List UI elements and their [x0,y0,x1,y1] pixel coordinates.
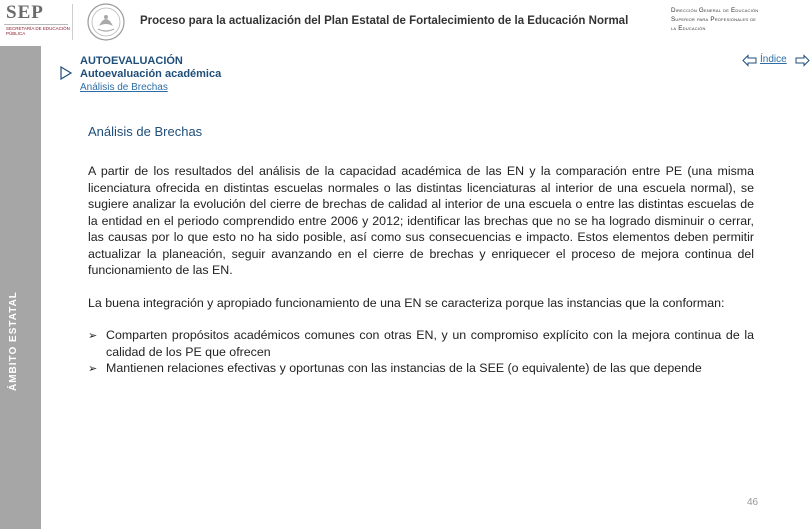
national-seal-icon [86,2,126,42]
list-item-text: Mantienen relaciones efectivas y oportunas con las instancias de la SEE (o equivalente) de las que depende [106,361,702,375]
page-title: Proceso para la actualización del Plan Estatal de Fortalecimiento de la Educación Normal [140,15,629,27]
sidebar-label: ÁMBITO ESTATAL [8,291,19,391]
content-title: Análisis de Brechas [88,124,203,139]
list-item [88,327,754,360]
page-number: 46 [747,497,759,508]
breadcrumb [80,55,221,94]
breadcrumb-link-analisis-brechas[interactable]: Análisis de Brechas [80,82,168,93]
paragraph-1: A partir de los resultados del análisis de la capacidad académica de las EN y la comparación entre PE (una misma licenciatura ofrecida en distintas escuelas normales o las distintas licenciaturas al interior de una escuela normal), se sugiere analizar la evolución del cierre de brechas de calidad al interior de una escuela o entre las distintas escuelas de la entidad en el periodo comprendido entre 2006 y 2012; identificar las brechas que no se ha logrado disminuir o cerrar, las causas por lo que esto no ha sido posible, así como sus consecuencias e impacto. Estos elementos deben permitir actualizar la planeación, seguir avanzando en el cierre de brechas y enriquecer el proceso de mejora continua del funcionamiento de las EN. [88,164,754,277]
arrow-bullet-icon: ➢ [88,363,98,375]
header-divider [72,4,73,40]
bullet-list [88,327,754,377]
dgesu-line-2: Superior para Profesionales de [671,16,757,23]
arrow-bullet-icon: ➢ [88,330,98,342]
next-arrow-icon[interactable] [795,54,810,67]
sep-logo-subtitle: SECRETARÍA DE EDUCACIÓN PÚBLICA [6,26,70,36]
dgesu-line-1: Dirección General de Educación [671,7,759,14]
dgesu-label [671,6,811,33]
sep-logo-text: SEP [6,2,44,23]
sep-logo [4,2,70,42]
list-item-text: Comparten propósitos académicos comunes con otras EN, y un compromiso explícito con la mejora continua de la calidad de los PE que ofrecen [106,328,754,359]
list-item [88,360,754,377]
previous-arrow-icon[interactable] [742,54,757,67]
dgesu-line-3: la Educación [671,25,706,32]
breadcrumb-section: AUTOEVALUACIÓN [80,55,183,67]
paragraph-2: La buena integración y apropiado funcionamiento de una EN se caracteriza porque las instancias que la conforman: [88,295,725,310]
sep-logo-rule [4,24,68,25]
main-content [88,124,754,377]
sidebar [0,46,41,529]
breadcrumb-arrow-icon [59,66,73,80]
breadcrumb-subsection: Autoevaluación académica [80,68,222,80]
header [0,0,812,46]
index-link[interactable]: Índice [760,54,787,65]
